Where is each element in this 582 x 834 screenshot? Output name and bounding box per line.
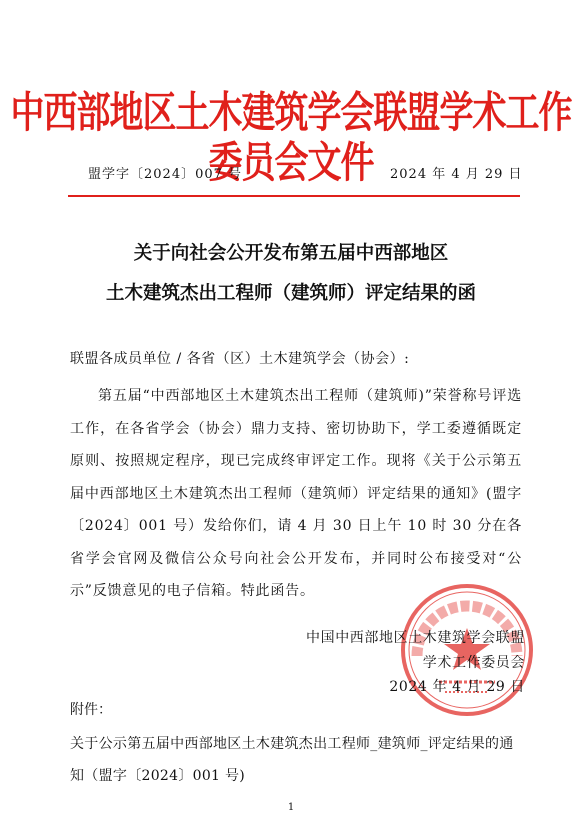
issue-date: 2024 年 4 月 29 日 (390, 167, 523, 182)
page-number: 1 (287, 802, 295, 813)
signature-org-line-1: 中国中西部地区土木建筑学会联盟 (306, 630, 525, 646)
document-header-title: 中西部地区土木建筑学会联盟学术工作委员会文件 (10, 88, 572, 188)
subject-line-1: 关于向社会公开发布第五届中西部地区 (133, 243, 449, 264)
official-seal-icon (399, 582, 535, 718)
salutation: 联盟各成员单位 / 各省（区）土木建筑学会（协会）: (70, 351, 410, 367)
document-number: 盟学字〔2024〕007 号 (88, 167, 243, 182)
signature-date: 2024 年 4 月 29 日 (389, 679, 525, 695)
attachment-label: 附件： (70, 702, 112, 718)
body-paragraph: 第五届“中西部地区土木建筑杰出工程师（建筑师)”荣誉称号评选工作，在各省学会（协会）鼎力支持、密切协助下，学工委遵循既定原则、按照规定程序，现已完成终审评定工作。现将《关于公示第五届中西部地区土木建筑杰出工程师（建筑师）评定结果的通知》(盟字〔2024〕001 号）发给你们，请 4 月 30 日上午 10 时 30 分在各省学会官网及微信公众号向社会公开发布，并同时公布接受对“公示”反馈意见的电子信箱。特此函告。 (70, 388, 522, 599)
attachment-link[interactable]: 关于公示第五届中西部地区土木建筑杰出工程师_建筑师_评定结果的通知（盟字〔2024〕001 号) (70, 736, 514, 784)
header-divider (68, 195, 520, 197)
signature-org-line-2: 学术工作委员会 (422, 655, 525, 671)
subject-line-2: 土木建筑杰出工程师（建筑师）评定结果的函 (105, 283, 476, 304)
